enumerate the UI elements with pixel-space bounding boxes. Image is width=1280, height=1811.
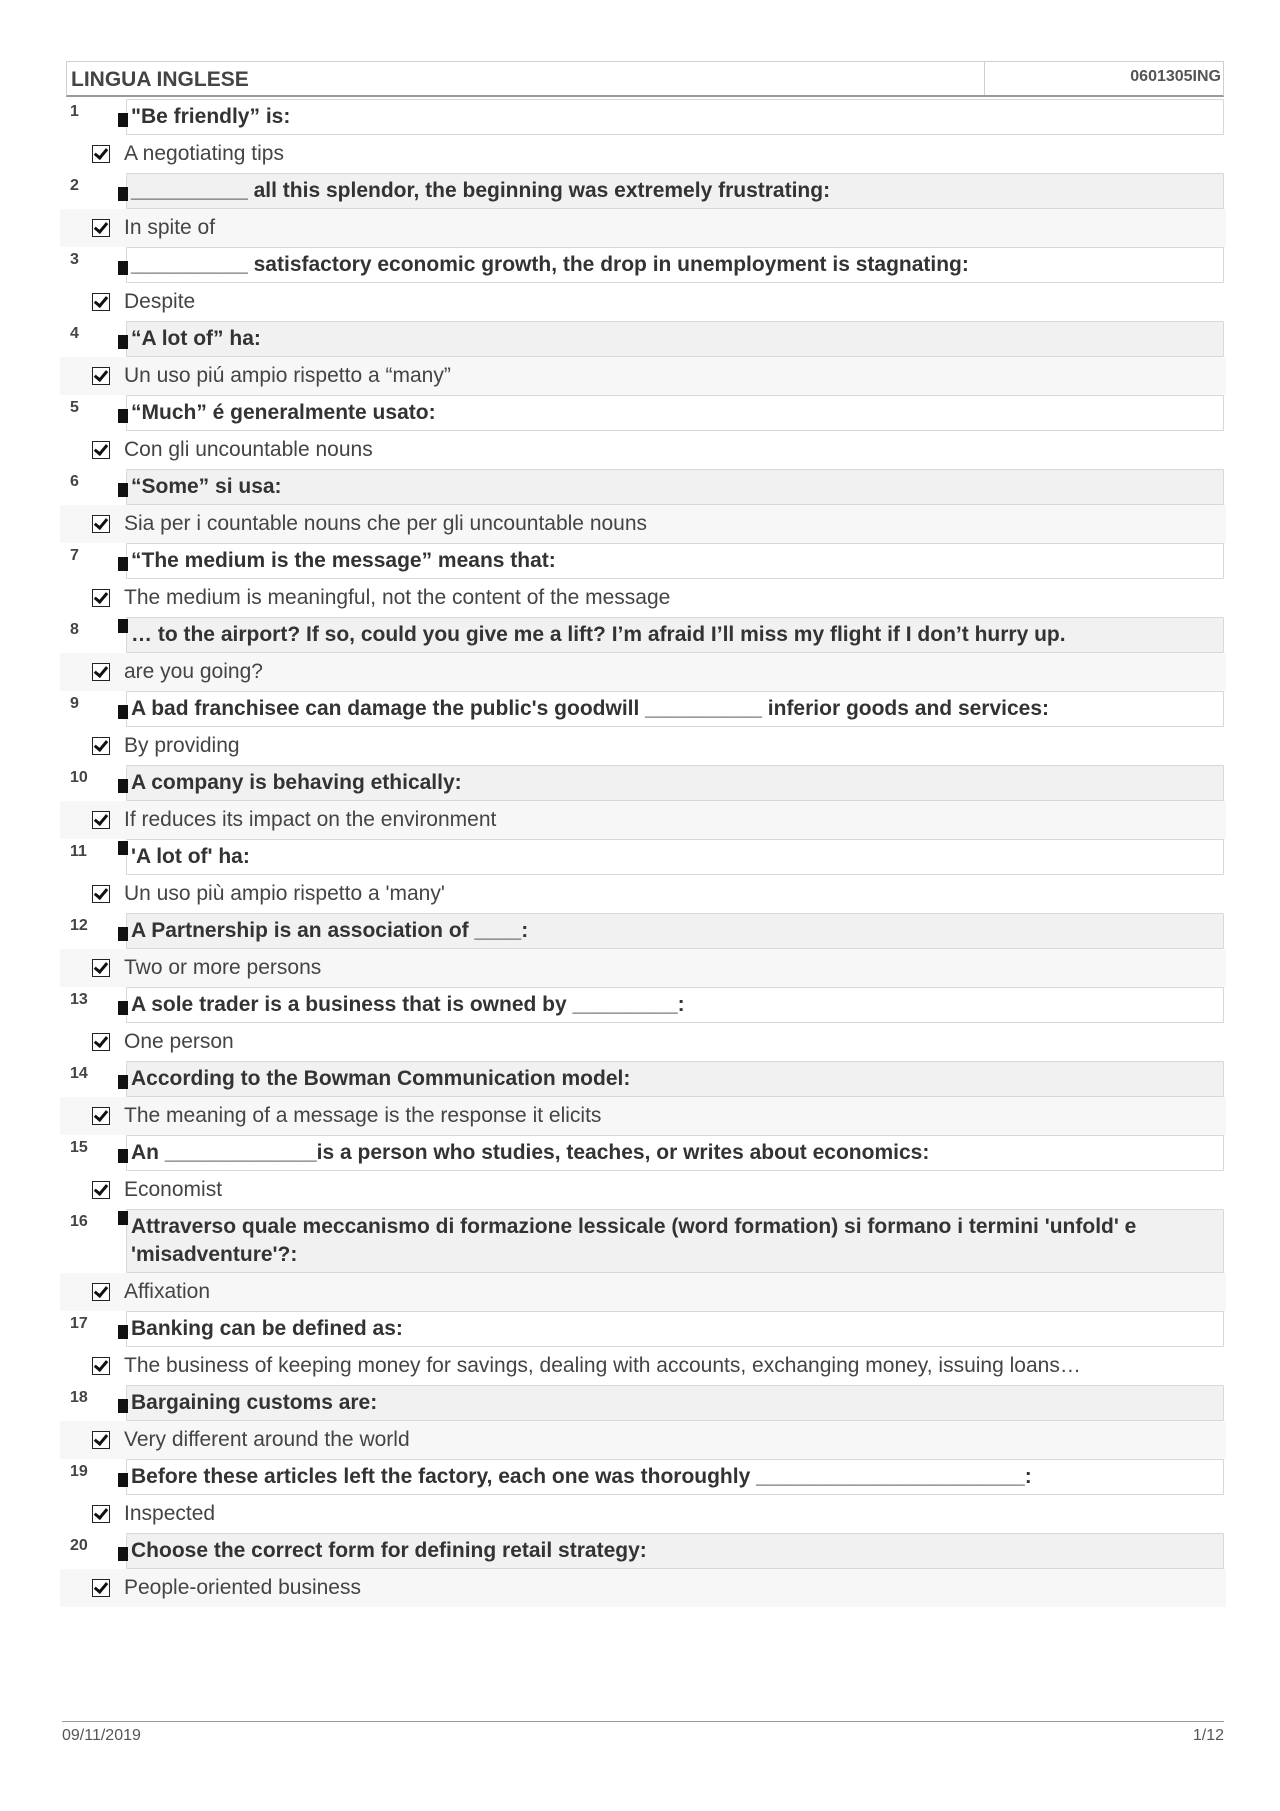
answer-text: Inspected [124,1502,216,1525]
checkbox-checked-icon [92,885,110,903]
checkbox-checked-icon [92,1431,110,1449]
question-text: Before these articles left the factory, each one was thoroughly _______________________: [126,1459,1224,1495]
question-number: 9 [70,695,79,712]
checkbox-checked-icon [92,515,110,533]
question-row [60,99,1226,135]
answer-text: People-oriented business [124,1576,361,1599]
question-text: “Much” é generalmente usato: [126,395,1224,431]
checkbox-checked-icon [92,293,110,311]
question-marker-icon [118,779,128,793]
question-number: 10 [70,769,88,786]
answer-row [60,1347,1226,1385]
checkbox-checked-icon [92,441,110,459]
answer-text: Sia per i countable nouns che per gli uncountable nouns [124,512,648,535]
question-text: … to the airport? If so, could you give me a lift? I’m afraid I’ll miss my flight if I don’t hurry up. [126,617,1224,653]
answer-row [60,579,1226,617]
question-row [60,1209,1226,1273]
checkbox-checked-icon [92,737,110,755]
answer-row [60,1495,1226,1533]
checkbox-checked-icon [92,1357,110,1375]
question-text: 'A lot of' ha: [126,839,1224,875]
question-number: 14 [70,1065,88,1082]
checkbox-checked-icon [92,1107,110,1125]
checkbox-checked-icon [92,367,110,385]
answer-row [60,431,1226,469]
question-number: 2 [70,177,79,194]
question-number: 17 [70,1315,88,1332]
answer-row [60,1421,1226,1459]
question-row [60,469,1226,505]
answer-row [60,727,1226,765]
answer-text: The business of keeping money for savings, dealing with accounts, exchanging money, issuing loans… [124,1354,1081,1377]
question-row [60,1061,1226,1097]
checkbox-checked-icon [92,589,110,607]
question-row [60,1533,1226,1569]
question-number: 5 [70,399,79,416]
question-number: 7 [70,547,79,564]
answer-text: Un uso più ampio rispetto a 'many' [124,882,445,905]
question-row [60,395,1226,431]
course-code: 0601305ING [1130,68,1221,85]
question-text: A bad franchisee can damage the public's goodwill __________ inferior goods and services: [126,691,1224,727]
checkbox-checked-icon [92,959,110,977]
question-row [60,617,1226,653]
question-marker-icon [118,927,128,941]
question-marker-icon [118,557,128,571]
answer-row [60,283,1226,321]
question-marker-icon [118,1001,128,1015]
answer-row [60,357,1226,395]
question-marker-icon [118,1399,128,1413]
checkbox-checked-icon [92,1181,110,1199]
checkbox-checked-icon [92,1283,110,1301]
answer-text: Un uso piú ampio rispetto a “many” [124,364,451,387]
answer-row [60,1023,1226,1061]
document-header [66,61,1224,97]
question-text: According to the Bowman Communication model: [126,1061,1224,1097]
checkbox-checked-icon [92,219,110,237]
answer-text: Very different around the world [124,1428,410,1451]
question-text: A Partnership is an association of ____: [126,913,1224,949]
question-marker-icon [118,187,128,201]
question-marker-icon [118,1075,128,1089]
question-text: A company is behaving ethically: [126,765,1224,801]
question-text: __________ all this splendor, the beginning was extremely frustrating: [126,173,1224,209]
question-marker-icon [118,113,128,127]
question-number: 4 [70,325,79,342]
page-number: 1/12 [1192,1727,1224,1744]
question-text: Attraverso quale meccanismo di formazione lessicale (word formation) si formano i termini 'unfold' e 'misadventure'?: [126,1209,1224,1273]
checkbox-checked-icon [92,811,110,829]
question-row [60,1459,1226,1495]
question-number: 3 [70,251,79,268]
question-row [60,321,1226,357]
question-marker-icon [118,1547,128,1561]
question-marker-icon [118,1325,128,1339]
answer-row [60,1171,1226,1209]
question-text: A sole trader is a business that is owned by _________: [126,987,1224,1023]
question-number: 11 [70,843,87,860]
question-text: “Some” si usa: [126,469,1224,505]
question-number: 8 [70,621,79,638]
question-marker-icon [118,1211,128,1225]
question-marker-icon [118,1473,128,1487]
checkbox-checked-icon [92,1505,110,1523]
course-title: LINGUA INGLESE [67,62,985,95]
question-number: 15 [70,1139,88,1156]
question-number: 1 [70,103,79,120]
answer-text: Affixation [124,1280,210,1303]
answer-text: Despite [124,290,196,313]
question-number: 19 [70,1463,88,1480]
answer-row [60,135,1226,173]
answer-row [60,653,1226,691]
question-number: 16 [70,1213,88,1230]
question-row [60,987,1226,1023]
question-marker-icon [118,261,128,275]
question-number: 20 [70,1537,88,1554]
question-marker-icon [118,335,128,349]
question-number: 18 [70,1389,88,1406]
question-text: “The medium is the message” means that: [126,543,1224,579]
answer-text: Con gli uncountable nouns [124,438,373,461]
question-number: 13 [70,991,88,1008]
question-list [60,99,1226,1607]
question-text: “A lot of” ha: [126,321,1224,357]
question-marker-icon [118,483,128,497]
answer-row [60,1097,1226,1135]
footer-divider [62,1721,1224,1722]
question-row [60,1385,1226,1421]
question-marker-icon [118,619,128,633]
checkbox-checked-icon [92,145,110,163]
checkbox-checked-icon [92,663,110,681]
question-marker-icon [118,1149,128,1163]
question-text: Choose the correct form for defining retail strategy: [126,1533,1224,1569]
answer-text: are you going? [124,660,263,683]
answer-row [60,801,1226,839]
question-marker-icon [118,841,128,855]
answer-text: The meaning of a message is the response it elicits [124,1104,602,1127]
answer-row [60,505,1226,543]
answer-row [60,209,1226,247]
footer-date: 09/11/2019 [62,1727,141,1744]
question-number: 12 [70,917,88,934]
question-row [60,691,1226,727]
question-text: __________ satisfactory economic growth, the drop in unemployment is stagnating: [126,247,1224,283]
question-marker-icon [118,705,128,719]
question-text: Bargaining customs are: [126,1385,1224,1421]
question-row [60,173,1226,209]
question-text: "Be friendly” is: [126,99,1224,135]
answer-text: A negotiating tips [124,142,284,165]
question-text: Banking can be defined as: [126,1311,1224,1347]
question-number: 6 [70,473,79,490]
question-marker-icon [118,409,128,423]
question-row [60,543,1226,579]
checkbox-checked-icon [92,1579,110,1597]
question-text: An _____________is a person who studies, teaches, or writes about economics: [126,1135,1224,1171]
answer-row [60,1569,1226,1607]
answer-row [60,1273,1226,1311]
question-row [60,839,1226,875]
question-row [60,1311,1226,1347]
question-row [60,247,1226,283]
answer-text: Economist [124,1178,223,1201]
answer-text: In spite of [124,216,216,239]
question-row [60,913,1226,949]
question-row [60,1135,1226,1171]
question-row [60,765,1226,801]
answer-text: One person [124,1030,234,1053]
answer-text: By providing [124,734,240,757]
answer-text: Two or more persons [124,956,322,979]
checkbox-checked-icon [92,1033,110,1051]
answer-row [60,949,1226,987]
answer-text: If reduces its impact on the environment [124,808,497,831]
answer-row [60,875,1226,913]
answer-text: The medium is meaningful, not the content of the message [124,586,671,609]
